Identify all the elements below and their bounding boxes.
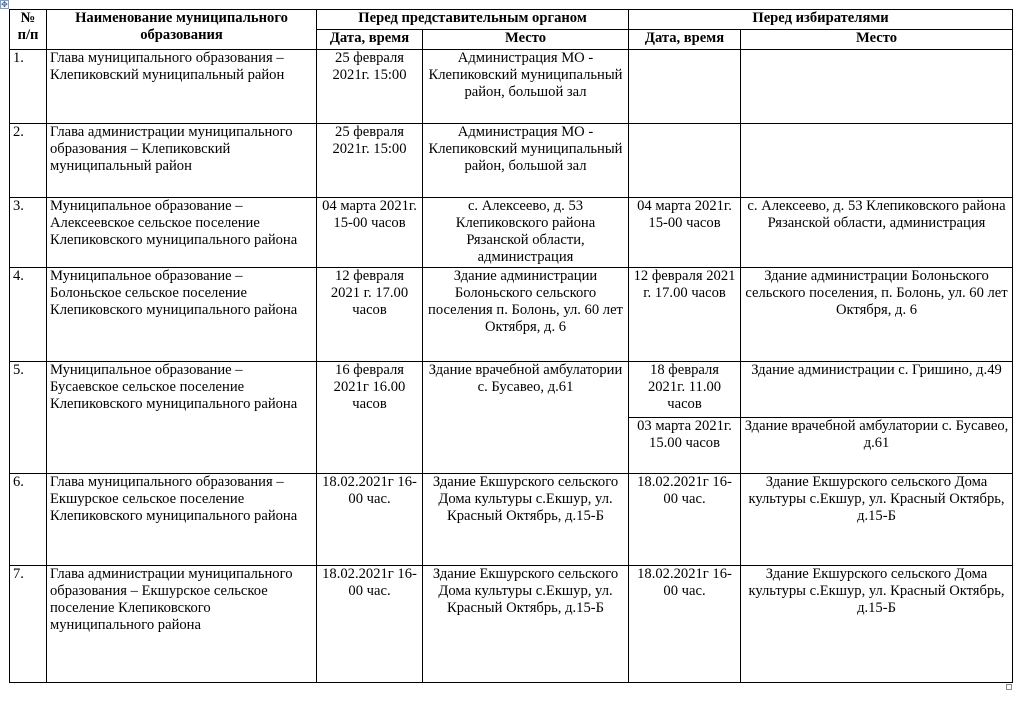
- row-body-datetime: 25 февраля 2021г. 15:00: [317, 124, 423, 198]
- row-num: 2.: [10, 124, 47, 198]
- row-name: Глава администрации муниципального образования – Клепиковский муниципальный район: [47, 124, 317, 198]
- row-voters-datetime: 03 марта 2021г. 15.00 часов: [629, 418, 741, 474]
- row-num: 3.: [10, 198, 47, 268]
- header-body-datetime: Дата, время: [317, 30, 423, 50]
- row-body-place: с. Алексеево, д. 53 Клепиковского района Рязанской области, администрация: [423, 198, 629, 268]
- row-voters-datetime: 12 февраля 2021 г. 17.00 часов: [629, 268, 741, 362]
- report-schedule-table: [9, 9, 1013, 683]
- row-voters-place: Здание врачебной амбулатории с. Бусавео, д.61: [741, 418, 1013, 474]
- table-row: [10, 198, 1013, 268]
- header-body-place: Место: [423, 30, 629, 50]
- row-voters-datetime: 04 марта 2021г. 15-00 часов: [629, 198, 741, 268]
- row-name: Глава муниципального образования – Клепиковский муниципальный район: [47, 50, 317, 124]
- row-voters-datetime: 18 февраля 2021г. 11.00 часов: [629, 362, 741, 418]
- table-row: [10, 474, 1013, 566]
- row-voters-place: Здание Екшурского сельского Дома культуры с.Екшур, ул. Красный Октябрь, д.15-Б: [741, 474, 1013, 566]
- row-voters-datetime-empty: [629, 50, 741, 124]
- table-resize-handle-icon[interactable]: [1006, 684, 1012, 690]
- row-body-place: Здание Екшурского сельского Дома культуры с.Екшур, ул. Красный Октябрь, д.15-Б: [423, 474, 629, 566]
- row-voters-place-empty: [741, 124, 1013, 198]
- row-voters-datetime-empty: [629, 124, 741, 198]
- table-row: [10, 362, 1013, 418]
- row-voters-place: Здание администрации Болоньского сельского поселения, п. Болонь, ул. 60 лет Октября, д. 6: [741, 268, 1013, 362]
- table-move-handle-icon[interactable]: ✥: [1, 0, 8, 9]
- row-name: Муниципальное образование – Болоньское сельское поселение Клепиковского муниципального района: [47, 268, 317, 362]
- row-body-datetime: 04 марта 2021г. 15-00 часов: [317, 198, 423, 268]
- row-body-datetime: 18.02.2021г 16-00 час.: [317, 474, 423, 566]
- header-row-top: [10, 10, 1013, 30]
- row-voters-place: с. Алексеево, д. 53 Клепиковского района Рязанской области, администрация: [741, 198, 1013, 268]
- table-row: [10, 124, 1013, 198]
- table-row: [10, 268, 1013, 362]
- row-voters-place: Здание администрации с. Гришино, д.49: [741, 362, 1013, 418]
- header-voters-datetime: Дата, время: [629, 30, 741, 50]
- row-voters-datetime: 18.02.2021г 16-00 час.: [629, 566, 741, 683]
- header-before-body: Перед представительным органом: [317, 10, 629, 30]
- row-body-place: Здание врачебной амбулатории с. Бусавео, д.61: [423, 362, 629, 474]
- row-voters-datetime: 18.02.2021г 16-00 час.: [629, 474, 741, 566]
- row-name: Глава администрации муниципального образования – Екшурское сельское поселение Клепиковского муниципального района: [47, 566, 317, 683]
- row-body-datetime: 25 февраля 2021г. 15:00: [317, 50, 423, 124]
- header-name: Наименование муниципального образования: [47, 10, 317, 50]
- row-body-datetime: 18.02.2021г 16-00 час.: [317, 566, 423, 683]
- row-voters-place-empty: [741, 50, 1013, 124]
- row-num: 4.: [10, 268, 47, 362]
- row-num: 1.: [10, 50, 47, 124]
- row-body-place: Администрация МО - Клепиковский муниципальный район, большой зал: [423, 124, 629, 198]
- row-body-place: Администрация МО - Клепиковский муниципальный район, большой зал: [423, 50, 629, 124]
- row-num: 5.: [10, 362, 47, 474]
- row-name: Муниципальное образование – Алексеевское сельское поселение Клепиковского муниципального района: [47, 198, 317, 268]
- row-name: Глава муниципального образования –Екшурское сельское поселение Клепиковского муниципального района: [47, 474, 317, 566]
- row-body-datetime: 16 февраля 2021г 16.00 часов: [317, 362, 423, 474]
- header-num: № п/п: [10, 10, 47, 50]
- table-row: [10, 566, 1013, 683]
- row-num: 7.: [10, 566, 47, 683]
- row-body-datetime: 12 февраля 2021 г. 17.00 часов: [317, 268, 423, 362]
- row-body-place: Здание Екшурского сельского Дома культуры с.Екшур, ул. Красный Октябрь, д.15-Б: [423, 566, 629, 683]
- row-num: 6.: [10, 474, 47, 566]
- row-name: Муниципальное образование – Бусаевское сельское поселение Клепиковского муниципального района: [47, 362, 317, 474]
- row-voters-place: Здание Екшурского сельского Дома культуры с.Екшур, ул. Красный Октябрь, д.15-Б: [741, 566, 1013, 683]
- row-body-place: Здание администрации Болоньского сельского поселения п. Болонь, ул. 60 лет Октября, д. 6: [423, 268, 629, 362]
- header-voters-place: Место: [741, 30, 1013, 50]
- header-before-voters: Перед избирателями: [629, 10, 1013, 30]
- table-row: [10, 50, 1013, 124]
